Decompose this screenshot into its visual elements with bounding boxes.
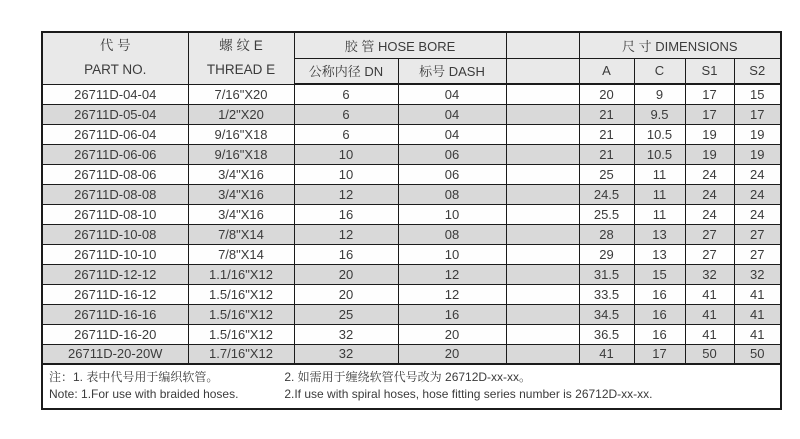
part-no-cell: 26711D-20-20W xyxy=(42,344,188,364)
value-cell: 25 xyxy=(579,164,634,184)
value-cell: 08 xyxy=(398,184,506,204)
value-cell: 34.5 xyxy=(579,304,634,324)
part-no-cell: 26711D-08-10 xyxy=(42,204,188,224)
value-cell: 33.5 xyxy=(579,284,634,304)
value-cell: 41 xyxy=(685,324,734,344)
table-row xyxy=(42,204,781,224)
spare-cell xyxy=(506,224,579,244)
col-header-dash: 标号 DASH xyxy=(398,58,506,84)
value-cell: 1.7/16"X12 xyxy=(188,344,294,364)
value-cell: 16 xyxy=(634,304,685,324)
value-cell: 19 xyxy=(685,124,734,144)
spare-cell xyxy=(506,284,579,304)
table-row xyxy=(42,84,781,104)
value-cell: 41 xyxy=(685,284,734,304)
note-line-zh xyxy=(49,369,774,386)
value-cell: 20 xyxy=(294,264,398,284)
spare-cell xyxy=(506,84,579,104)
value-cell: 17 xyxy=(685,84,734,104)
value-cell: 7/8"X14 xyxy=(188,224,294,244)
table-row xyxy=(42,304,781,324)
value-cell: 10 xyxy=(294,164,398,184)
value-cell: 1.5/16"X12 xyxy=(188,304,294,324)
col-header-thread-en: THREAD E xyxy=(206,62,276,78)
value-cell: 06 xyxy=(398,144,506,164)
notes-cell xyxy=(42,364,781,409)
col-header-dn: 公称内径 DN xyxy=(294,58,398,84)
header-row-1 xyxy=(42,32,781,58)
value-cell: 41 xyxy=(734,284,781,304)
value-cell: 15 xyxy=(734,84,781,104)
value-cell: 10 xyxy=(294,144,398,164)
table-header xyxy=(42,32,781,84)
table-footer xyxy=(42,364,781,409)
table-row xyxy=(42,164,781,184)
value-cell: 28 xyxy=(579,224,634,244)
value-cell: 32 xyxy=(734,264,781,284)
part-no-cell: 26711D-16-20 xyxy=(42,324,188,344)
value-cell: 25 xyxy=(294,304,398,324)
part-no-cell: 26711D-16-12 xyxy=(42,284,188,304)
value-cell: 19 xyxy=(685,144,734,164)
table-row xyxy=(42,144,781,164)
value-cell: 24 xyxy=(685,184,734,204)
spare-cell xyxy=(506,184,579,204)
value-cell: 6 xyxy=(294,84,398,104)
value-cell: 16 xyxy=(398,304,506,324)
note-en-1: Note: 1.For use with braided hoses. xyxy=(49,387,239,401)
value-cell: 11 xyxy=(634,204,685,224)
value-cell: 13 xyxy=(634,224,685,244)
part-no-cell: 26711D-08-06 xyxy=(42,164,188,184)
value-cell: 20 xyxy=(398,324,506,344)
value-cell: 36.5 xyxy=(579,324,634,344)
table-row xyxy=(42,184,781,204)
part-no-cell: 26711D-10-08 xyxy=(42,224,188,244)
part-no-cell: 26711D-04-04 xyxy=(42,84,188,104)
table-row xyxy=(42,224,781,244)
value-cell: 20 xyxy=(398,344,506,364)
value-cell: 19 xyxy=(734,124,781,144)
spare-cell xyxy=(506,244,579,264)
value-cell: 32 xyxy=(685,264,734,284)
value-cell: 08 xyxy=(398,224,506,244)
spare-cell xyxy=(506,144,579,164)
value-cell: 06 xyxy=(398,164,506,184)
col-header-s2: S2 xyxy=(734,58,781,84)
note-en-2: 2.If use with spiral hoses, hose fitting series number is 26712D-xx-xx. xyxy=(284,387,653,401)
part-no-cell: 26711D-05-04 xyxy=(42,104,188,124)
part-no-cell: 26711D-08-08 xyxy=(42,184,188,204)
spare-cell xyxy=(506,124,579,144)
value-cell: 32 xyxy=(294,344,398,364)
value-cell: 04 xyxy=(398,84,506,104)
value-cell: 1.1/16"X12 xyxy=(188,264,294,284)
value-cell: 9/16"X18 xyxy=(188,144,294,164)
note-zh-1: 注：1. 表中代号用于编织软管。 xyxy=(49,370,219,384)
table-row xyxy=(42,264,781,284)
value-cell: 6 xyxy=(294,104,398,124)
value-cell: 12 xyxy=(398,284,506,304)
value-cell: 15 xyxy=(634,264,685,284)
value-cell: 24 xyxy=(734,204,781,224)
table-body xyxy=(42,84,781,364)
value-cell: 24 xyxy=(734,184,781,204)
value-cell: 6 xyxy=(294,124,398,144)
value-cell: 12 xyxy=(294,224,398,244)
value-cell: 20 xyxy=(579,84,634,104)
value-cell: 21 xyxy=(579,124,634,144)
part-no-cell: 26711D-12-12 xyxy=(42,264,188,284)
note-line-en xyxy=(49,386,774,403)
col-header-blank-top xyxy=(506,32,579,58)
table-row xyxy=(42,284,781,304)
col-header-part-no xyxy=(42,32,188,84)
value-cell: 41 xyxy=(734,304,781,324)
spare-cell xyxy=(506,204,579,224)
col-header-part-no-en: PART NO. xyxy=(84,62,147,78)
value-cell: 3/4"X16 xyxy=(188,204,294,224)
value-cell: 25.5 xyxy=(579,204,634,224)
value-cell: 7/16"X20 xyxy=(188,84,294,104)
value-cell: 41 xyxy=(734,324,781,344)
value-cell: 24 xyxy=(734,164,781,184)
value-cell: 10.5 xyxy=(634,144,685,164)
value-cell: 10 xyxy=(398,204,506,224)
value-cell: 31.5 xyxy=(579,264,634,284)
value-cell: 27 xyxy=(734,244,781,264)
value-cell: 3/4"X16 xyxy=(188,184,294,204)
table-row xyxy=(42,244,781,264)
col-header-thread-zh: 螺 纹 E xyxy=(219,38,263,54)
value-cell: 50 xyxy=(734,344,781,364)
value-cell: 13 xyxy=(634,244,685,264)
value-cell: 11 xyxy=(634,184,685,204)
value-cell: 27 xyxy=(734,224,781,244)
value-cell: 9 xyxy=(634,84,685,104)
value-cell: 24 xyxy=(685,164,734,184)
spare-cell xyxy=(506,344,579,364)
value-cell: 9/16"X18 xyxy=(188,124,294,144)
value-cell: 20 xyxy=(294,284,398,304)
col-header-hose-bore: 胶 管 HOSE BORE xyxy=(294,32,506,58)
col-header-c: C xyxy=(634,58,685,84)
value-cell: 17 xyxy=(734,104,781,124)
value-cell: 24 xyxy=(685,204,734,224)
value-cell: 21 xyxy=(579,144,634,164)
value-cell: 04 xyxy=(398,124,506,144)
value-cell: 32 xyxy=(294,324,398,344)
value-cell: 9.5 xyxy=(634,104,685,124)
table-row xyxy=(42,344,781,364)
col-header-blank-bottom xyxy=(506,58,579,84)
value-cell: 11 xyxy=(634,164,685,184)
value-cell: 1/2"X20 xyxy=(188,104,294,124)
spare-cell xyxy=(506,104,579,124)
table-row xyxy=(42,324,781,344)
value-cell: 1.5/16"X12 xyxy=(188,284,294,304)
table-row xyxy=(42,124,781,144)
value-cell: 12 xyxy=(398,264,506,284)
col-header-s1: S1 xyxy=(685,58,734,84)
value-cell: 16 xyxy=(634,284,685,304)
value-cell: 41 xyxy=(685,304,734,324)
part-no-cell: 26711D-06-04 xyxy=(42,124,188,144)
value-cell: 21 xyxy=(579,104,634,124)
value-cell: 7/8"X14 xyxy=(188,244,294,264)
part-no-cell: 26711D-10-10 xyxy=(42,244,188,264)
value-cell: 10.5 xyxy=(634,124,685,144)
value-cell: 17 xyxy=(685,104,734,124)
value-cell: 27 xyxy=(685,224,734,244)
value-cell: 41 xyxy=(579,344,634,364)
note-zh-2: 2. 如需用于缠绕软管代号改为 26712D-xx-xx。 xyxy=(284,370,532,384)
col-header-a: A xyxy=(579,58,634,84)
value-cell: 12 xyxy=(294,184,398,204)
col-header-part-no-zh: 代 号 xyxy=(99,38,131,54)
part-no-cell: 26711D-06-06 xyxy=(42,144,188,164)
table-row xyxy=(42,104,781,124)
spare-cell xyxy=(506,324,579,344)
col-header-dimensions: 尺 寸 DIMENSIONS xyxy=(579,32,781,58)
value-cell: 27 xyxy=(685,244,734,264)
note-row xyxy=(42,364,781,409)
value-cell: 16 xyxy=(294,204,398,224)
value-cell: 3/4"X16 xyxy=(188,164,294,184)
spare-cell xyxy=(506,304,579,324)
value-cell: 19 xyxy=(734,144,781,164)
value-cell: 16 xyxy=(634,324,685,344)
part-no-cell: 26711D-16-16 xyxy=(42,304,188,324)
hose-fitting-spec-table xyxy=(41,31,782,410)
value-cell: 24.5 xyxy=(579,184,634,204)
spare-cell xyxy=(506,164,579,184)
value-cell: 10 xyxy=(398,244,506,264)
spare-cell xyxy=(506,264,579,284)
value-cell: 17 xyxy=(634,344,685,364)
value-cell: 04 xyxy=(398,104,506,124)
col-header-thread xyxy=(188,32,294,84)
value-cell: 16 xyxy=(294,244,398,264)
value-cell: 1.5/16"X12 xyxy=(188,324,294,344)
value-cell: 50 xyxy=(685,344,734,364)
value-cell: 29 xyxy=(579,244,634,264)
